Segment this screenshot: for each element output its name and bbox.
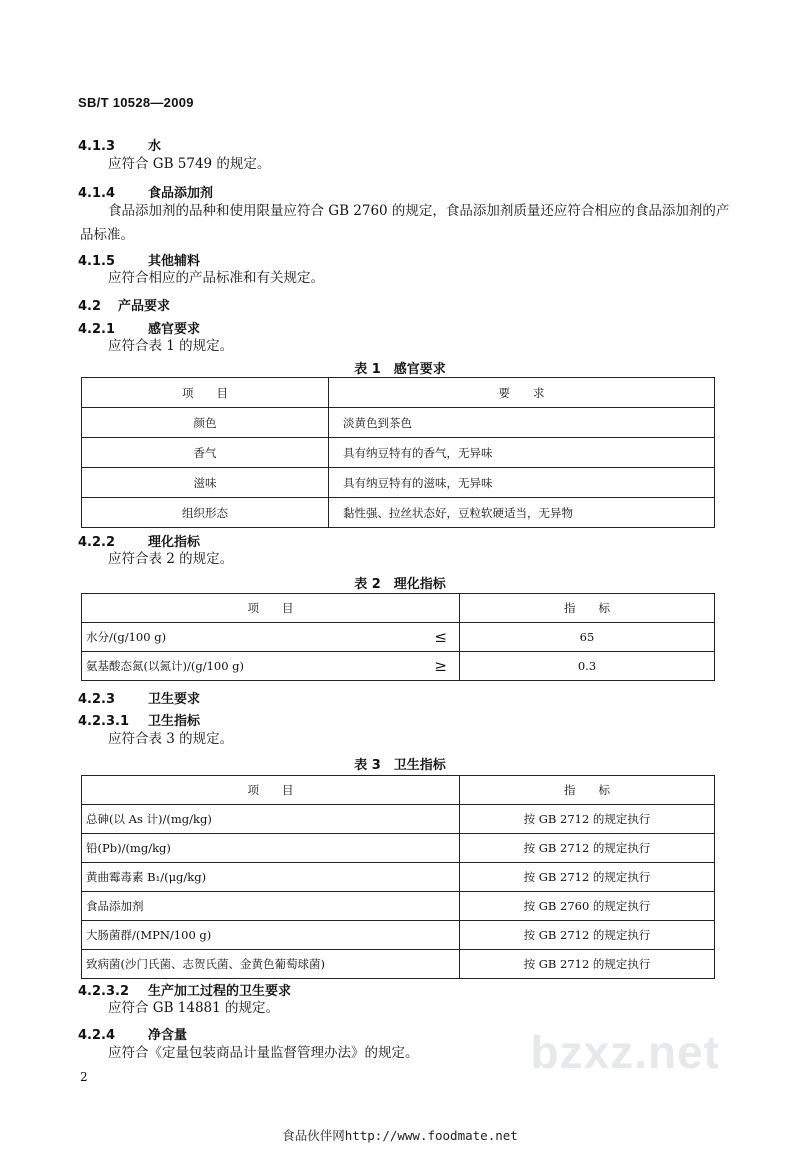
- section-title: 水: [148, 139, 162, 154]
- footer: [0, 1126, 800, 1144]
- section-number: 4.1.3: [78, 139, 116, 154]
- table-row: [82, 834, 715, 863]
- page-number: 2: [80, 1070, 88, 1084]
- cell-indicator: 按 GB 2712 的规定执行: [460, 805, 715, 834]
- section-title: 生产加工过程的卫生要求: [148, 984, 292, 999]
- header-requirement: 要 求: [329, 378, 715, 408]
- table-row: [82, 921, 715, 950]
- standard-number: SB/T 10528—2009: [78, 95, 194, 110]
- section-number: 4.2.2: [78, 535, 116, 550]
- header-indicator: 指 标: [460, 594, 715, 623]
- section-number: 4.2.3.2: [78, 984, 129, 999]
- section-title: 其他辅料: [148, 254, 201, 269]
- cell-item: 黄曲霉毒素 B₁/(μg/kg): [82, 863, 460, 892]
- cell-indicator: 65: [460, 623, 715, 652]
- cell-item: 大肠菌群/(MPN/100 g): [82, 921, 460, 950]
- table-row: [82, 652, 715, 681]
- section-number: 4.2.4: [78, 1028, 116, 1043]
- table-row: [82, 892, 715, 921]
- cell-item: [82, 652, 460, 681]
- table2-caption: 表 2 理化指标: [354, 577, 446, 592]
- cell-indicator: 按 GB 2712 的规定执行: [460, 863, 715, 892]
- table-row: [82, 805, 715, 834]
- header-item: 项 目: [82, 776, 460, 805]
- section-number: 4.2.3.1: [78, 714, 129, 729]
- footer-site-name: 食品伙伴网: [282, 1128, 345, 1143]
- cell-item: 颜色: [82, 408, 329, 438]
- section-number: 4.2.3: [78, 692, 116, 707]
- cell-item: 致病菌(沙门氏菌、志贺氏菌、金黄色葡萄球菌): [82, 950, 460, 979]
- table-physicochemical-indicators: [81, 593, 715, 681]
- cell-item: 香气: [82, 438, 329, 468]
- table-hygiene-indicators: [81, 775, 715, 979]
- cell-indicator: 按 GB 2760 的规定执行: [460, 892, 715, 921]
- section-title: 感官要求: [148, 322, 201, 337]
- cell-requirement: 具有纳豆特有的香气，无异味: [329, 438, 715, 468]
- watermark: bzxz.net: [530, 1026, 720, 1078]
- cell-requirement: 具有纳豆特有的滋味，无异味: [329, 468, 715, 498]
- paragraph-4-2-1: 应符合表 1 的规定。: [108, 338, 234, 354]
- item-label: 水分/(g/100 g): [86, 630, 167, 644]
- cell-item: 铅(Pb)/(mg/kg): [82, 834, 460, 863]
- section-number: 4.2: [78, 299, 102, 314]
- table-row: [82, 623, 715, 652]
- header-item: 项 目: [82, 594, 460, 623]
- section-title: 净含量: [148, 1028, 188, 1043]
- section-number: 4.1.4: [78, 186, 116, 201]
- table-header-row: [82, 776, 715, 805]
- cell-item: 滋味: [82, 468, 329, 498]
- table-row: [82, 468, 715, 498]
- cell-indicator: 按 GB 2712 的规定执行: [460, 921, 715, 950]
- footer-url[interactable]: http://www.foodmate.net: [344, 1128, 518, 1143]
- table-sensory-requirements: [81, 377, 715, 528]
- cell-item: 食品添加剂: [82, 892, 460, 921]
- paragraph-4-1-3: 应符合 GB 5749 的规定。: [108, 156, 271, 172]
- paragraph-4-1-4: 食品添加剂的品种和使用限量应符合 GB 2760 的规定，食品添加剂质量还应符合相应的食品添加剂的产品标准。: [80, 203, 730, 243]
- table-row: [82, 438, 715, 468]
- cell-item: [82, 623, 460, 652]
- section-title: 理化指标: [148, 535, 201, 550]
- cell-requirement: 黏性强、拉丝状态好，豆粒软硬适当，无异物: [329, 498, 715, 528]
- section-title: 产品要求: [118, 299, 171, 314]
- paragraph-4-2-3-2: 应符合 GB 14881 的规定。: [108, 1000, 280, 1016]
- cell-item: 组织形态: [82, 498, 329, 528]
- item-label: 氨基酸态氮(以氮计)/(g/100 g): [86, 659, 245, 673]
- table-row: [82, 498, 715, 528]
- paragraph-4-1-5: 应符合相应的产品标准和有关规定。: [108, 270, 324, 286]
- section-title: 卫生指标: [148, 714, 201, 729]
- section-number: 4.2.1: [78, 322, 116, 337]
- paragraph-4-2-3-1: 应符合表 3 的规定。: [108, 731, 234, 747]
- cell-indicator: 0.3: [460, 652, 715, 681]
- section-heading-4-2: [78, 295, 170, 314]
- table-header-row: [82, 594, 715, 623]
- cell-item: 总砷(以 As 计)/(mg/kg): [82, 805, 460, 834]
- comparison-symbol: ≤: [434, 628, 447, 646]
- paragraph-4-2-4: 应符合《定量包装商品计量监督管理办法》的规定。: [108, 1045, 419, 1061]
- header-item: 项 目: [82, 378, 329, 408]
- section-heading-4-2-3: [78, 688, 200, 707]
- cell-indicator: 按 GB 2712 的规定执行: [460, 834, 715, 863]
- section-number: 4.1.5: [78, 254, 116, 269]
- table1-caption: 表 1 感官要求: [354, 362, 446, 377]
- table-row: [82, 863, 715, 892]
- table-header-row: [82, 378, 715, 408]
- comparison-symbol: ≥: [434, 657, 447, 675]
- table-row: [82, 950, 715, 979]
- table3-caption: 表 3 卫生指标: [354, 758, 446, 773]
- section-title: 食品添加剂: [148, 186, 214, 201]
- header-indicator: 指 标: [460, 776, 715, 805]
- cell-requirement: 淡黄色到茶色: [329, 408, 715, 438]
- paragraph-4-2-2: 应符合表 2 的规定。: [108, 551, 234, 567]
- table-row: [82, 408, 715, 438]
- section-title: 卫生要求: [148, 692, 201, 707]
- cell-indicator: 按 GB 2712 的规定执行: [460, 950, 715, 979]
